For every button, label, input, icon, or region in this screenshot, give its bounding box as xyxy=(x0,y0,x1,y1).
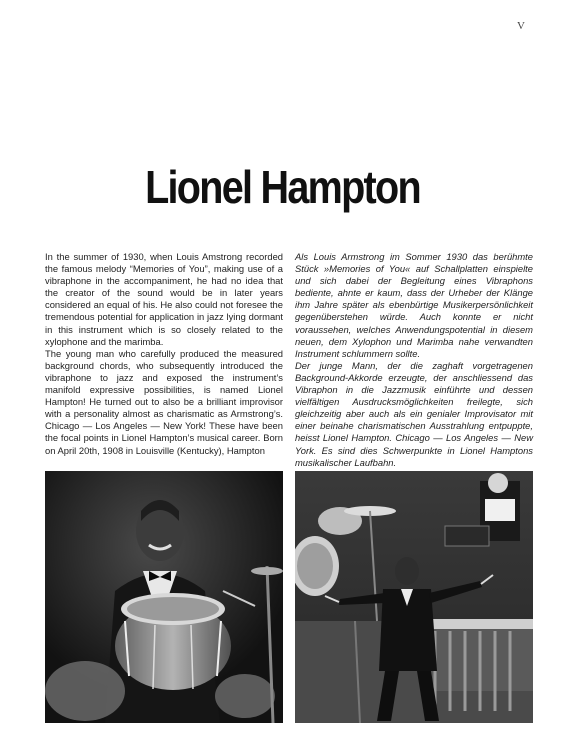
german-paragraph-1: Als Louis Armstrong im Sommer 1930 das berühmte Stück »Memories of You« auf Schallplatten einspielte und sich dabei der Begleitung eines Vibraphons bediente, ahnte er kaum, dass der Urheber der Klänge ihm Jahre später als ebenbürtige Musikerpersönlichkeit gegenüberstehen würde. Auch konnte er nicht voraussehen, welches Anwendungspotential in diesem neuen, dem Xylophon und Marimba nahe verwandten Instrument schlummern sollte. xyxy=(295,251,533,359)
english-column xyxy=(45,251,283,457)
page-number: V xyxy=(517,20,525,32)
photo-stage-performance xyxy=(295,471,533,723)
page-title: Lionel Hampton xyxy=(145,161,420,213)
english-paragraph-1: In the summer of 1930, when Louis Amstrong recorded the famous melody “Memories of You”, making use of a vibraphone in the accompaniment, he had no idea that the creator of the sound would be in later years considered an equal of his. He also could not foresee the tremendous potential for application in jazz lying dormant in this instrument which is so closely related to the xylophone and the marimba. xyxy=(45,251,283,347)
german-column xyxy=(295,251,533,469)
photo-drummer-portrait xyxy=(45,471,283,723)
german-paragraph-2: Der junge Mann, der die zaghaft vorgetragenen Background-Akkorde erzeugte, der anschliessend das Vibraphon in die Jazzmusik einführte und dessen vielfältigen Ausdrucksmöglichkeiten freilegte, sich gleichzeitig aber auch als ein genialer Improvisator mit einer beinahe charismatischen Ausstrahlung entpuppte, heisst Lionel Hampton. Chicago — Los Angeles — New York. Es sind dies Schwerpunkte in Lionel Hamptons musikalischer Laufbahn. xyxy=(295,359,533,468)
english-paragraph-2: The young man who carefully produced the measured background chords, who subsequently introduced the vibraphone to jazz and exposed the instrument’s manifold expressive possibilities, is named Lionel Hampton! He turned out to also be a brilliant improvisor with a personality almost as charismatic as Armstrong’s. Chicago — Los Angeles — New York! These have been the focal points in Lionel Hampton’s musical career. Born on April 20th, 1908 in Louisville (Kentucky), Hampton xyxy=(45,347,283,456)
